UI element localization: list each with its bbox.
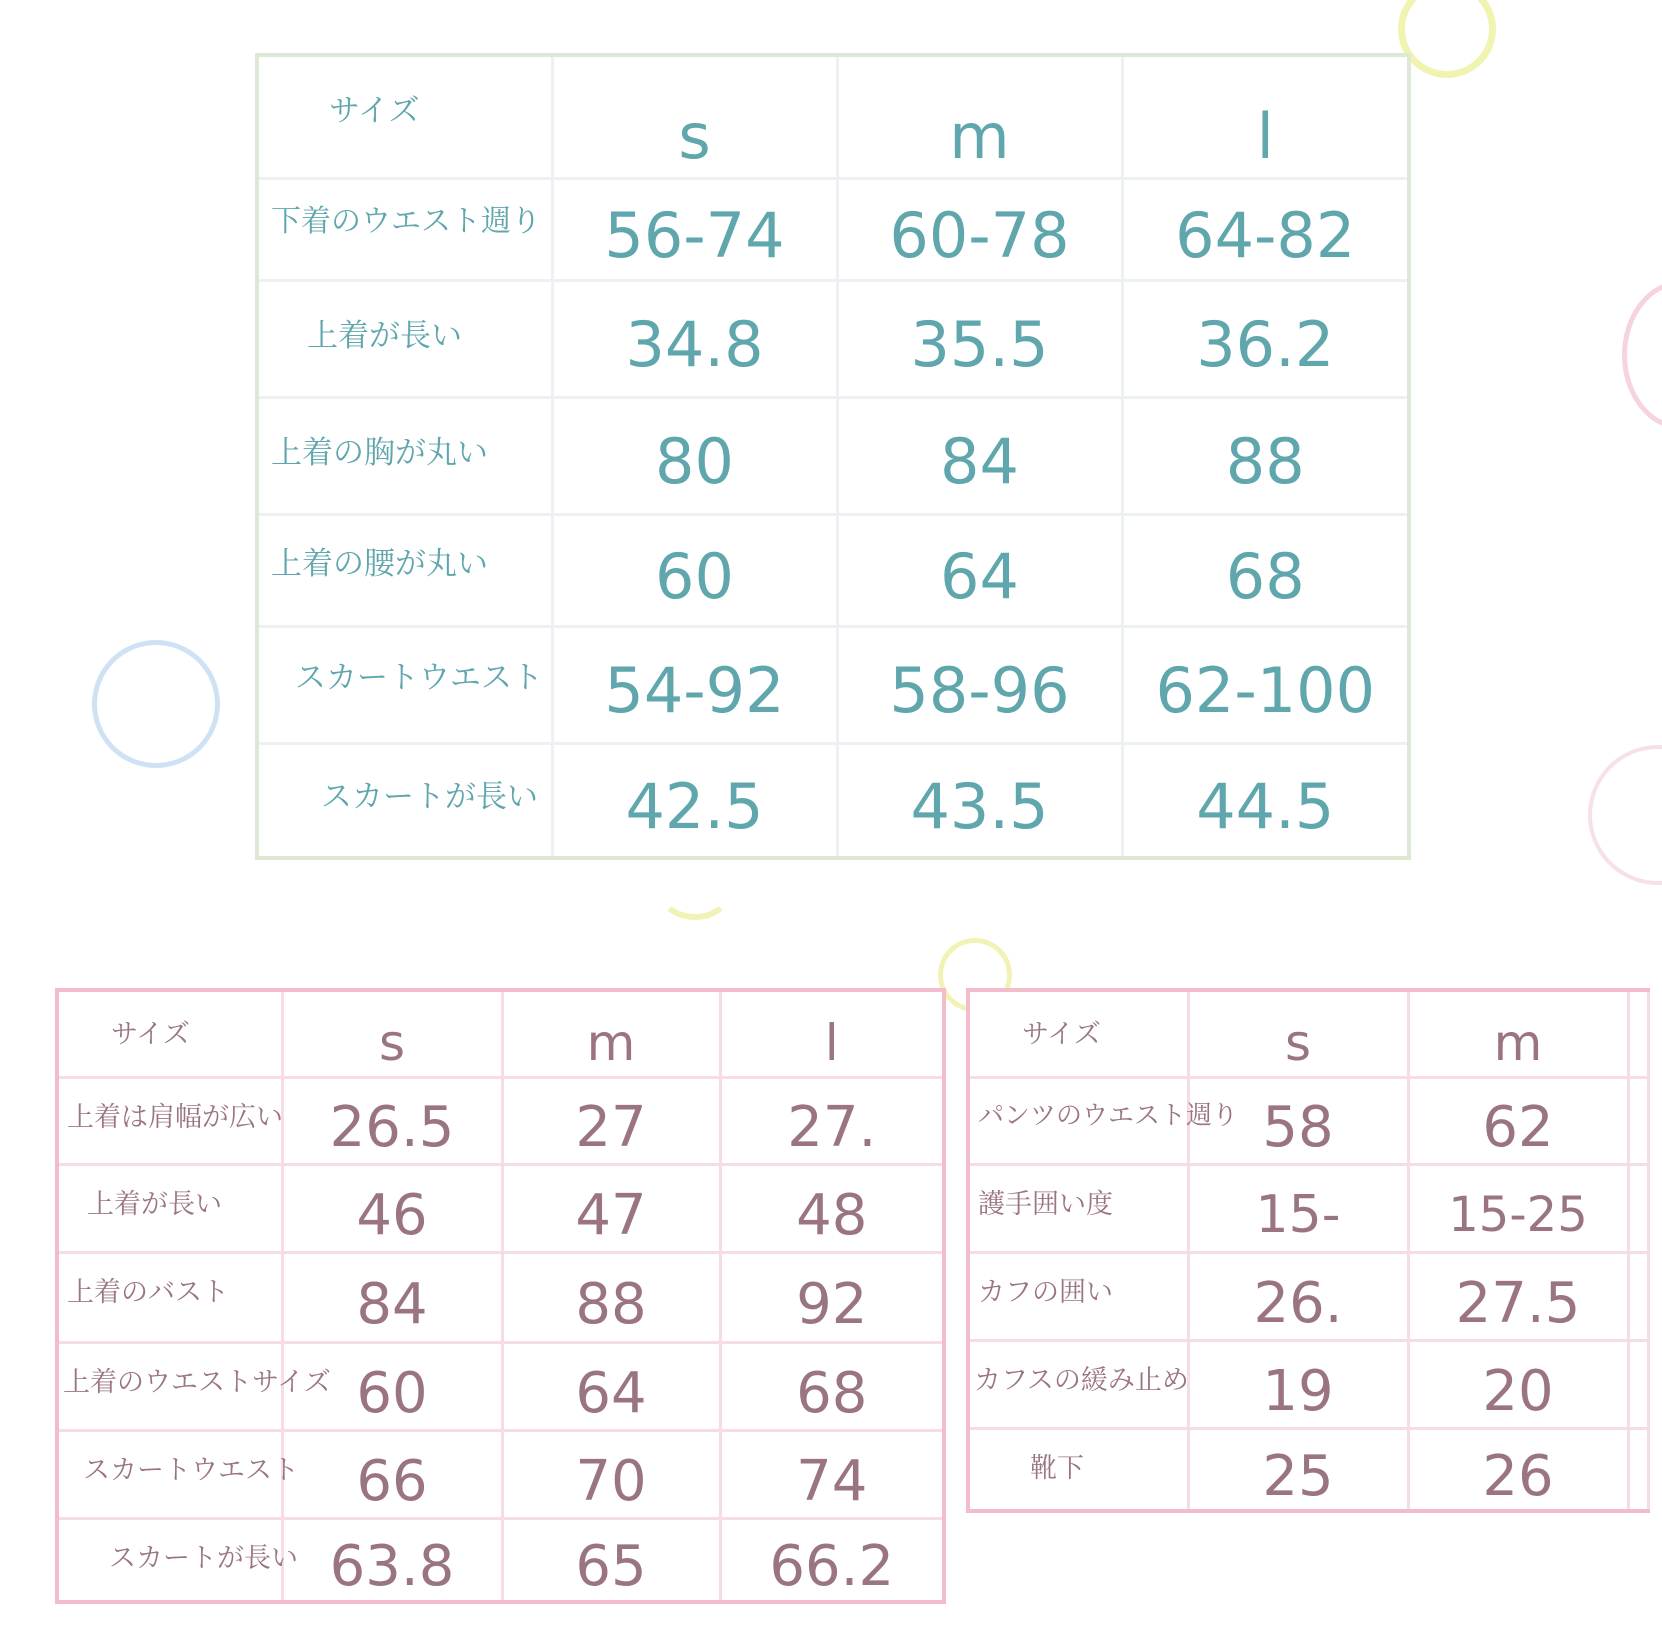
cell-value: 27 xyxy=(502,1077,720,1164)
table-row xyxy=(257,514,1409,626)
cell-value: 74 xyxy=(720,1430,944,1518)
cell-value: 36.2 xyxy=(1122,280,1409,397)
cell-value: 60-78 xyxy=(837,178,1122,280)
bottom-right-size-table xyxy=(966,988,1650,1513)
cell-value: 54-92 xyxy=(552,626,837,743)
cell-value: 88 xyxy=(1122,397,1409,514)
cell-value: 62-100 xyxy=(1122,626,1409,743)
cell-value: 64 xyxy=(502,1342,720,1430)
row-label: 上着が長い xyxy=(257,280,552,397)
table-cell-empty xyxy=(1628,990,1648,1077)
cell-value: 27. xyxy=(720,1077,944,1164)
size-col-header: l xyxy=(720,990,944,1077)
size-col-header: s xyxy=(282,990,502,1077)
row-label: 靴下 xyxy=(968,1428,1188,1511)
cell-value: 60 xyxy=(282,1342,502,1430)
cell-value: 84 xyxy=(282,1252,502,1342)
row-label: 上着は肩幅が広い xyxy=(57,1077,282,1164)
cell-value: 46 xyxy=(282,1164,502,1252)
table-row xyxy=(57,1342,944,1430)
row-label: スカートが長い xyxy=(57,1518,282,1602)
row-label: スカートウエスト xyxy=(257,626,552,743)
cell-value: 64 xyxy=(837,514,1122,626)
cell-value: 35.5 xyxy=(837,280,1122,397)
bottom-left-size-table xyxy=(55,988,946,1604)
table-row xyxy=(257,178,1409,280)
table-row xyxy=(257,626,1409,743)
cell-value: 25 xyxy=(1188,1428,1408,1511)
table-row xyxy=(257,280,1409,397)
cell-value: 65 xyxy=(502,1518,720,1602)
cell-value: 43.5 xyxy=(837,743,1122,858)
cell-value: 47 xyxy=(502,1164,720,1252)
cell-value: 66 xyxy=(282,1430,502,1518)
size-col-header: l xyxy=(1122,55,1409,178)
table-cell-empty xyxy=(1628,1252,1648,1340)
row-label: 下着のウエスト週り xyxy=(257,178,552,280)
table-cell-empty xyxy=(1628,1077,1648,1164)
cell-value: 19 xyxy=(1188,1340,1408,1428)
cell-value: 42.5 xyxy=(552,743,837,858)
cell-value: 58 xyxy=(1188,1077,1408,1164)
size-header-label: サイズ xyxy=(57,990,282,1077)
cell-value: 27.5 xyxy=(1408,1252,1628,1340)
table-row xyxy=(257,397,1409,514)
table-row xyxy=(57,1252,944,1342)
table-row xyxy=(57,1518,944,1602)
table-row xyxy=(57,1164,944,1252)
row-label: 上着のウエストサイズ xyxy=(57,1342,282,1430)
decorative-arc-yellow xyxy=(658,862,732,920)
size-col-header: s xyxy=(552,55,837,178)
top-size-table xyxy=(255,53,1411,860)
row-label: カフの囲い xyxy=(968,1252,1188,1340)
size-col-header: s xyxy=(1188,990,1408,1077)
cell-value: 60 xyxy=(552,514,837,626)
cell-value: 62 xyxy=(1408,1077,1628,1164)
cell-value: 26 xyxy=(1408,1428,1628,1511)
row-label: 上着の腰が丸い xyxy=(257,514,552,626)
table-cell-empty xyxy=(1628,1164,1648,1252)
size-header-label: サイズ xyxy=(257,55,552,178)
size-col-header: m xyxy=(502,990,720,1077)
size-col-header: m xyxy=(1408,990,1628,1077)
table-cell-empty xyxy=(1628,1428,1648,1511)
row-label: スカートウエスト xyxy=(57,1430,282,1518)
cell-value: 68 xyxy=(1122,514,1409,626)
row-label: パンツのウエスト週り xyxy=(968,1077,1188,1164)
table-row xyxy=(57,1430,944,1518)
cell-value: 84 xyxy=(837,397,1122,514)
table-header-row xyxy=(968,990,1648,1077)
size-col-header: m xyxy=(837,55,1122,178)
cell-value: 68 xyxy=(720,1342,944,1430)
cell-value: 15- xyxy=(1188,1164,1408,1252)
table-row xyxy=(968,1340,1648,1428)
cell-value: 26. xyxy=(1188,1252,1408,1340)
cell-value: 20 xyxy=(1408,1340,1628,1428)
size-header-label: サイズ xyxy=(968,990,1188,1077)
table-row xyxy=(968,1252,1648,1340)
cell-value: 48 xyxy=(720,1164,944,1252)
decorative-circle-blue xyxy=(92,640,220,768)
cell-value: 70 xyxy=(502,1430,720,1518)
cell-value: 26.5 xyxy=(282,1077,502,1164)
table-cell-empty xyxy=(1628,1340,1648,1428)
row-label: 護手囲い度 xyxy=(968,1164,1188,1252)
table-row xyxy=(968,1428,1648,1511)
cell-value: 66.2 xyxy=(720,1518,944,1602)
cell-value: 88 xyxy=(502,1252,720,1342)
cell-value: 80 xyxy=(552,397,837,514)
table-header-row xyxy=(257,55,1409,178)
table-header-row xyxy=(57,990,944,1077)
table-row xyxy=(57,1077,944,1164)
cell-value: 56-74 xyxy=(552,178,837,280)
cell-value: 92 xyxy=(720,1252,944,1342)
cell-value: 34.8 xyxy=(552,280,837,397)
row-label: 上着が長い xyxy=(57,1164,282,1252)
cell-value: 44.5 xyxy=(1122,743,1409,858)
row-label: 上着のバスト xyxy=(57,1252,282,1342)
row-label: カフスの緩み止め xyxy=(968,1340,1188,1428)
decorative-circle-pink xyxy=(1622,280,1662,430)
decorative-circle-pink-right xyxy=(1588,745,1662,885)
row-label: スカートが長い xyxy=(257,743,552,858)
cell-value: 58-96 xyxy=(837,626,1122,743)
decorative-circle-yellow xyxy=(1398,0,1496,78)
table-row xyxy=(257,743,1409,858)
cell-value: 64-82 xyxy=(1122,178,1409,280)
cell-value: 15-25 xyxy=(1408,1164,1628,1252)
cell-value: 63.8 xyxy=(282,1518,502,1602)
table-row xyxy=(968,1077,1648,1164)
table-row xyxy=(968,1164,1648,1252)
row-label: 上着の胸が丸い xyxy=(257,397,552,514)
